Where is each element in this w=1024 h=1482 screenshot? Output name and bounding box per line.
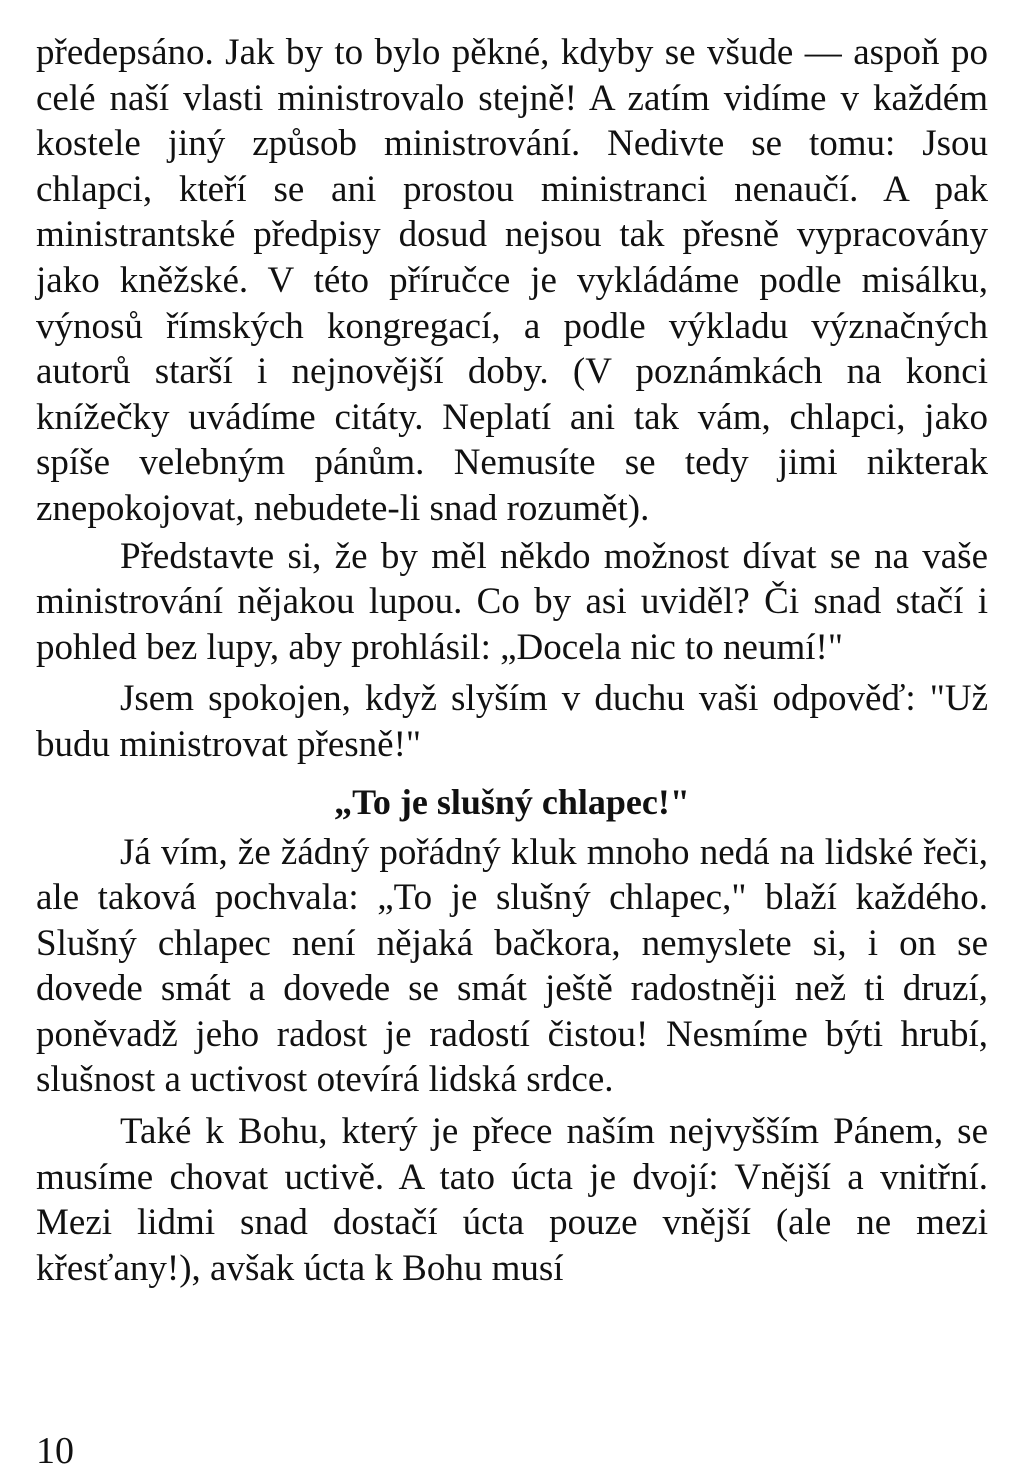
page-number: 10 <box>36 1430 74 1472</box>
book-page <box>36 30 988 1470</box>
paragraph-decent-boy: Já vím, že žádný pořádný kluk mnoho nedá na lidské řeči, ale taková pochvala: „To je slušný chlapec," blaží každého. Slušný chlapec není nějaká bačkora, nemyslete si, i on se dovede smát a dovede se smát ještě radostněji než ti druzí, poněvadž jeho radost je radostí čistou! Nesmíme býti hrubí, slušnost a uctivost otevírá lidská srdce. <box>36 831 988 1101</box>
paragraph-magnifying-glass: Představte si, že by měl někdo možnost dívat se na vaše ministrování nějakou lupou. Co by asi uviděl? Či snad stačí i pohled bez lupy, aby prohlásil: „Docela nic to neumí!" <box>36 535 988 668</box>
paragraph-answer: Jsem spokojen, když slyším v duchu vaši odpověď: "Už budu ministrovat přesně!" <box>36 678 988 765</box>
paragraph-ministry-rules: předepsáno. Jak by to bylo pěkné, kdyby se všude — aspoň po celé naší vlasti ministrovalo stejně! A zatím vidíme v každém kostele jiný způsob ministrování. Nedivte se tomu: Jsou chlapci, kteří se ani prostou ministranci nenaučí. A pak ministrantské předpisy dosud nejsou tak přesně vypracovány jako kněžské. V této příručce je vykládáme podle misálku, výnosů římských kongregací, a podle výkladu význačných autorů starší i nejnovější doby. (V poznámkách na konci knížečky uvádíme citáty. Neplatí ani tak vám, chlapci, jako spíše velebným pánům. Nemusíte se tedy jimi nikterak znepokojovat, nebudete-li snad rozumět). <box>36 32 988 529</box>
section-heading: „To je slušný chlapec!" <box>334 781 690 822</box>
paragraph-respect-to-god: Také k Bohu, který je přece naším nejvyšším Pánem, se musíme chovat uctivě. A tato úcta je dvojí: Vnější a vnitřní. Mezi lidmi snad dostačí úcta pouze vnější (ale ne mezi křesťany!), avšak úcta k Bohu musí <box>36 1111 988 1289</box>
